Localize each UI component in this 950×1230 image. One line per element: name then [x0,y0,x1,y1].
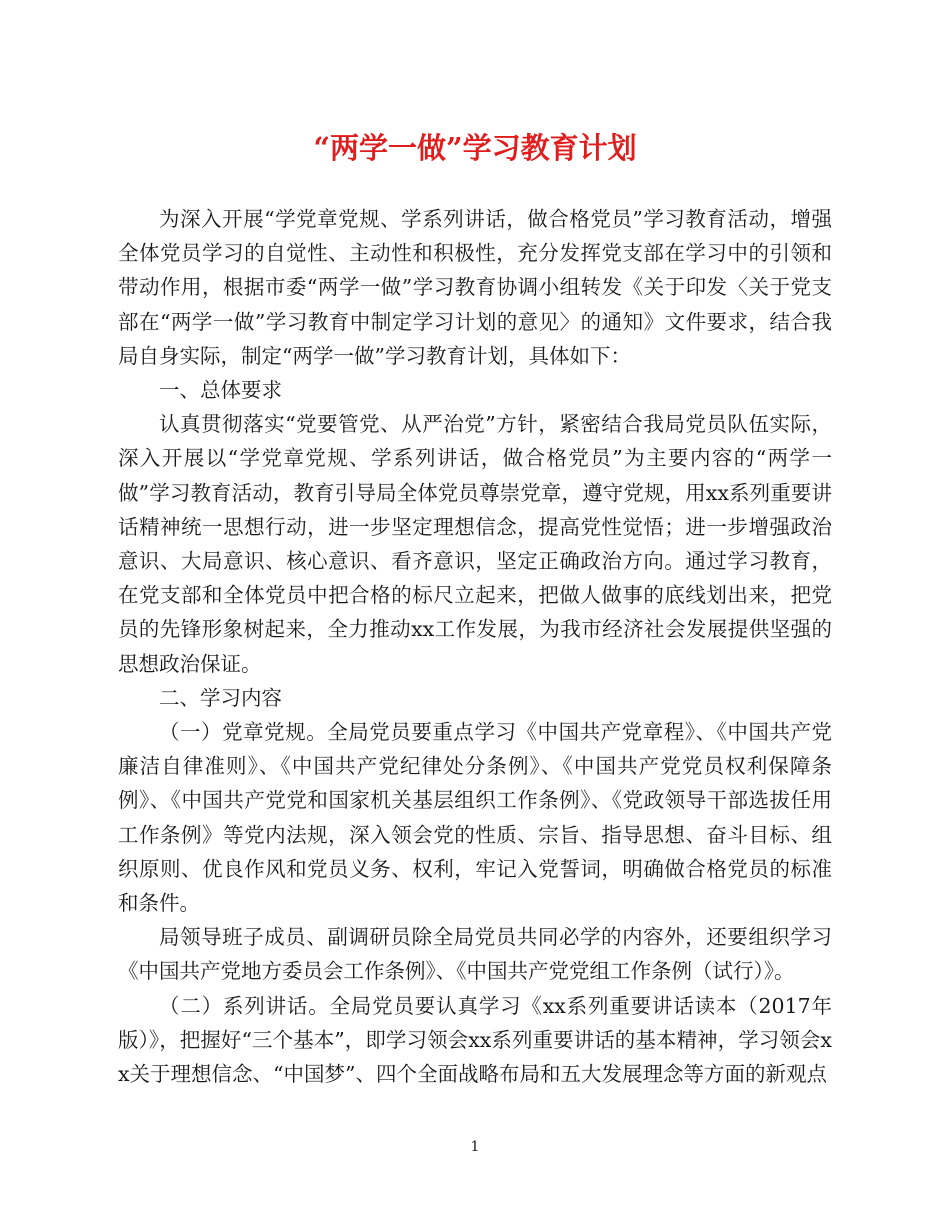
paragraph-party-constitution: （一）党章党规。全局党员要重点学习《中国共产党章程》、《中国共产党廉洁自律准则》、《中国共产党纪律处分条例》、《中国共产党党员权利保障条例》、《中国共产党党和国家机关基层组织工作条例》、《党政领导干部选拔任用工作条例》等党内法规，深入领会党的性质、宗旨、指导思想、奋斗目标、组织原则、优良作风和党员义务、权利，牢记入党誓词，明确做合格党员的标准和条件。 [118,720,832,916]
section-heading-study-content: 二、学习内容 [159,685,282,710]
section-heading-general-requirements: 一、总体要求 [159,378,282,403]
document-title: “两学一做”学习教育计划 [313,131,637,165]
paragraph-series-speeches: （二）系列讲话。全局党员要认真学习《xx系列重要讲话读本（2017年版）》，把握好“三个基本”，即学习领会xx系列重要讲话的基本精神，学习领会xx关于理想信念、“中国梦”、四个全面战略布局和五大发展理念等方面的新观点 [118,993,832,1087]
paragraph-leadership-study: 局领导班子成员、副调研员除全局党员共同必学的内容外，还要组织学习《中国共产党地方委员会工作条例》、《中国共产党党组工作条例（试行）》。 [118,925,832,984]
paragraph-intro: 为深入开展“学党章党规、学系列讲话，做合格党员”学习教育活动，增强全体党员学习的自觉性、主动性和积极性，充分发挥党支部在学习中的引领和带动作用，根据市委“两学一做”学习教育协调小组转发《关于印发〈关于党支部在“两学一做”学习教育中制定学习计划的意见〉的通知》文件要求，结合我局自身实际，制定“两学一做”学习教育计划，具体如下： [118,207,832,368]
page-number: 1 [470,1139,480,1155]
document-body [118,202,832,1091]
paragraph-general-requirements: 认真贯彻落实“党要管党、从严治党”方针，紧密结合我局党员队伍实际，深入开展以“学党章党规、学系列讲话，做合格党员”为主要内容的“两学一做”学习教育活动，教育引导局全体党员尊崇党章，遵守党规，用xx系列重要讲话精神统一思想行动，进一步坚定理想信念，提高党性觉悟；进一步增强政治意识、大局意识、核心意识、看齐意识，坚定正确政治方向。通过学习教育，在党支部和全体党员中把合格的标尺立起来，把做人做事的底线划出来，把党员的先锋形象树起来，全力推动xx工作发展，为我市经济社会发展提供坚强的思想政治保证。 [118,412,832,676]
